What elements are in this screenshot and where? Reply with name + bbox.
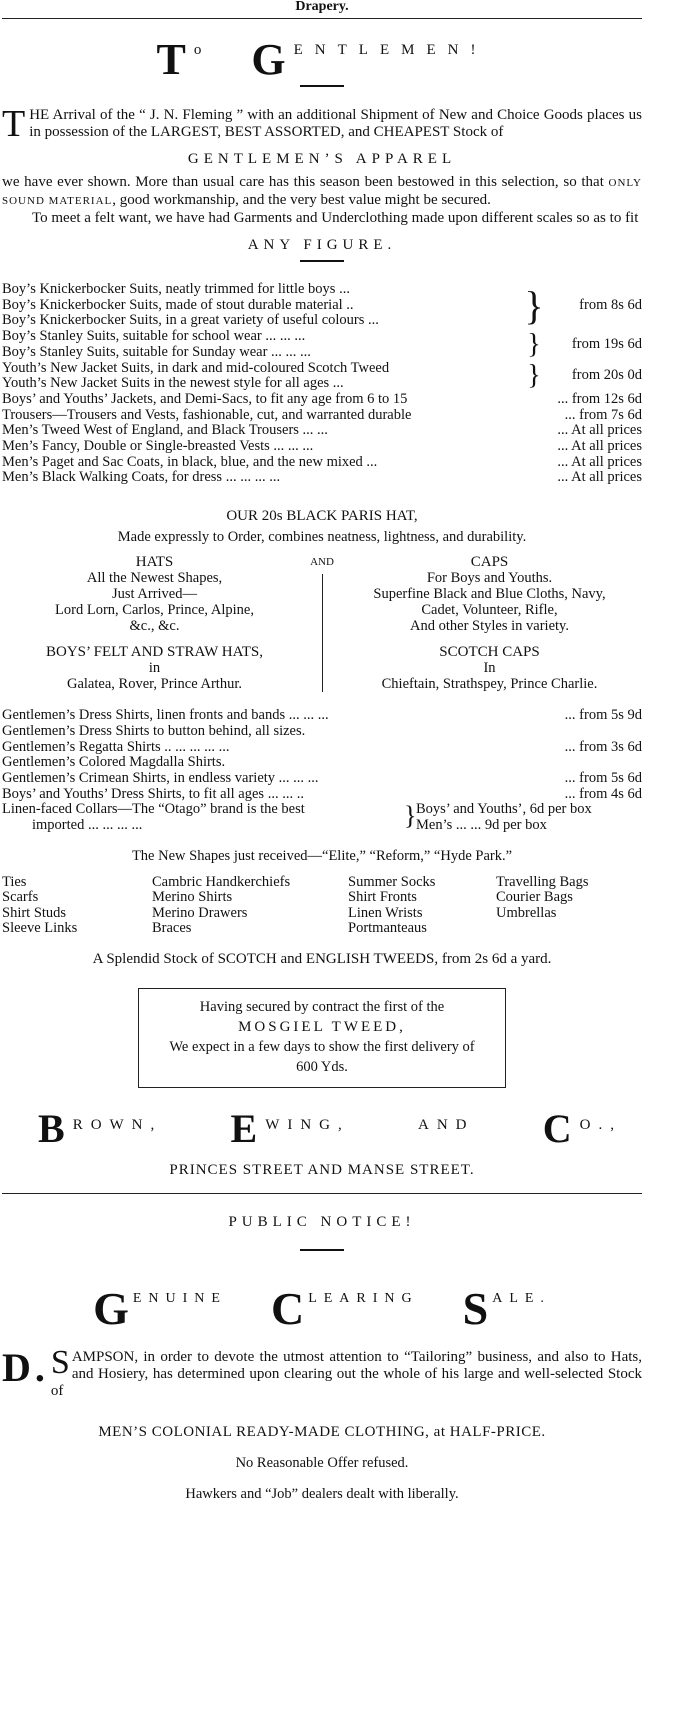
brace-icon: }	[524, 282, 544, 328]
list-item: Boy’s Knickerbocker Suits, made of stout durable material ..	[2, 296, 354, 313]
any-figure-heading: ANY FIGURE.	[247, 237, 397, 253]
caps-line: For Boys and Youths.	[426, 570, 553, 587]
scotch-caps-heading: SCOTCH CAPS	[439, 644, 540, 661]
list-item	[2, 392, 642, 408]
new-shapes: The New Shapes just received—“Elite,” “Reform,” “Hyde Park.”	[131, 847, 513, 864]
item-text: Gentlemen’s Regatta Shirts .. ... ... ... ...	[2, 738, 230, 755]
divider	[300, 260, 344, 262]
list-item: Courier Bags	[496, 889, 573, 906]
hats-line: Lord Lorn, Carlos, Prince, Alpine,	[55, 602, 254, 619]
list-item	[2, 771, 642, 787]
box-line: We expect in a few days to show the first delivery of	[169, 1038, 475, 1055]
list-item	[2, 423, 642, 439]
list-item: Summer Socks	[348, 873, 436, 890]
intro-text-2	[2, 174, 642, 210]
list-item: Youth’s New Jacket Suits in the newest style for all ages ...	[2, 375, 344, 392]
sale-cap-g: G	[93, 1282, 129, 1334]
felt-hats-line: in	[148, 660, 161, 677]
hats-line: All the Newest Shapes,	[86, 570, 223, 587]
column-divider	[307, 554, 337, 692]
shirts-list	[2, 708, 642, 802]
item-price: ... At all prices	[557, 422, 642, 439]
item-price: ... from 5s 6d	[564, 769, 642, 786]
group-price: from 19s 6d	[571, 335, 642, 352]
intro-block	[2, 103, 642, 145]
list-item: Shirt Fronts	[348, 889, 417, 906]
item-price: ... At all prices	[557, 453, 642, 470]
hats-line: Just Arrived—	[112, 586, 197, 603]
firm-cap-c: C	[542, 1105, 572, 1151]
list-item: Boy’s Knickerbocker Suits, in a great variety of useful colours ...	[2, 312, 379, 329]
intro-text-3: To meet a felt want, we have had Garments and Underclothing made upon different scales so as to fit	[32, 210, 639, 226]
item-text: Trousers—Trousers and Vests, fashionable, cut, and warranted durable	[2, 406, 412, 423]
brace-icon: }	[527, 360, 541, 392]
list-item	[2, 787, 642, 803]
collars-price: Men’s ... ... 9d per box	[416, 817, 547, 834]
hats-column	[2, 554, 307, 692]
list-item: Sleeve Links	[2, 920, 78, 937]
caps-line: Superfine Black and Blue Cloths, Navy,	[373, 586, 606, 603]
sale-title	[2, 1281, 642, 1334]
sampson-text: AMPSON, in order to devote the utmost attention to “Tailoring” business, and also to Hats, and Hosiery, has determined upon clearing out the whole of his large and well-selected Stock of	[50, 1348, 642, 1399]
suits-list	[2, 282, 642, 486]
list-item: Cambric Handkerchiefs	[152, 873, 291, 890]
sale-cap-s: S	[462, 1282, 489, 1334]
list-item: Shirt Studs	[2, 904, 67, 921]
intro-text: HE Arrival of the “ J. N. Fleming ” with an additional Shipment of New and Choice Goods places us in possession of the LARGEST, BEST ASSORTED, and CHEAPEST Stock of	[29, 107, 642, 140]
tweeds-line: A Splendid Stock of SCOTCH and ENGLISH TWEEDS, from 2s 6d a yard.	[92, 950, 552, 967]
list-item: Merino Shirts	[152, 889, 233, 906]
list-item	[2, 470, 642, 486]
firm-cap-e: E	[230, 1105, 258, 1151]
item-text: Men’s Paget and Sac Coats, in black, blue, and the new mixed ...	[2, 453, 378, 470]
item-text: Boys’ and Youths’ Jackets, and Demi-Sacs, to fit any age from 6 to 15	[2, 390, 408, 407]
sampson-s-cap: S	[50, 1343, 70, 1381]
list-item: Boy’s Stanley Suits, suitable for Sunday wear ... ... ...	[2, 343, 311, 360]
sale-cap-c: C	[270, 1282, 305, 1334]
vertical-rule	[322, 574, 323, 692]
divider	[300, 1249, 344, 1251]
item-text: Gentlemen’s Colored Magdalla Shirts.	[2, 754, 226, 771]
sampson-block	[2, 1343, 642, 1400]
section-header: Drapery.	[295, 0, 349, 14]
wares-column	[496, 875, 589, 937]
headline-cap-g: G	[251, 35, 286, 84]
wares-column	[152, 875, 348, 937]
hats-caps-columns	[2, 554, 642, 692]
apparel-heading: GENTLEMEN’S APPAREL	[187, 151, 457, 167]
felt-hats-heading: BOYS’ FELT AND STRAW HATS,	[45, 644, 264, 661]
brace-icon: }	[527, 328, 541, 360]
list-item: Portmanteaus	[348, 920, 427, 937]
list-item	[2, 439, 642, 455]
item-text: Gentlemen’s Crimean Shirts, in endless variety ... ... ...	[2, 769, 319, 786]
item-text: Men’s Tweed West of England, and Black Trousers ... ...	[2, 422, 328, 439]
divider	[300, 85, 344, 87]
item-text: Boys’ and Youths’ Dress Shirts, to fit all ages ... ... ..	[2, 785, 304, 802]
scotch-caps-line: In	[483, 660, 496, 677]
item-text: Men’s Fancy, Double or Single-breasted Vests ... ... ...	[2, 438, 314, 455]
firm-rest-co: O.,	[579, 1116, 622, 1133]
list-item	[2, 708, 642, 724]
item-price: ... from 5s 9d	[564, 707, 642, 724]
offer-line: No Reasonable Offer refused.	[235, 1454, 409, 1471]
wares-list	[2, 875, 642, 937]
advertisement-page	[2, 0, 642, 1503]
collars-left	[2, 802, 404, 833]
sale-rest-clearing: LEARING	[308, 1290, 419, 1306]
list-item	[2, 408, 642, 424]
headline-cap-t: T	[156, 35, 186, 84]
intro-drop-cap: T	[2, 103, 26, 145]
suits-group	[2, 361, 642, 392]
firm-cap-b: B	[38, 1105, 65, 1151]
hat-subtitle: Made expressly to Order, combines neatness, lightness, and durability.	[117, 529, 527, 546]
intro-text-2b: ONLY SOUND MATERIAL	[2, 177, 642, 207]
suits-group	[2, 329, 642, 360]
list-item: Youth’s New Jacket Suits, in dark and mid-coloured Scotch Tweed	[2, 359, 390, 376]
list-item	[2, 724, 642, 740]
intro-text-2a: we have ever shown. More than usual care has this season been bestowed in this selection, so that	[2, 174, 609, 190]
item-price: ... from 12s 6d	[557, 390, 642, 407]
felt-hats-line: Galatea, Rover, Prince Arthur.	[67, 676, 242, 693]
and-label: AND	[310, 556, 334, 569]
item-text: Gentlemen’s Dress Shirts, linen fronts and bands ... ... ...	[2, 707, 329, 724]
half-price-line: MEN’S COLONIAL READY-MADE CLOTHING, at HALF-PRICE.	[98, 1423, 546, 1440]
hats-heading: HATS	[135, 554, 174, 571]
headline	[2, 33, 642, 84]
item-price: ... from 4s 6d	[564, 785, 642, 802]
firm-address: PRINCES STREET AND MANSE STREET.	[169, 1161, 475, 1178]
wares-column	[2, 875, 152, 937]
brace-icon: }	[404, 801, 417, 831]
hats-line: &c., &c.	[129, 618, 180, 635]
sampson-drop-cap: D.	[2, 1344, 49, 1390]
sale-rest-genuine: ENUINE	[132, 1290, 227, 1306]
box-line: Having secured by contract the first of the	[199, 998, 445, 1015]
collars-price: Boys’ and Youths’, 6d per box	[416, 801, 592, 818]
list-item: Merino Drawers	[152, 904, 248, 921]
firm-rest-brown: ROWN,	[72, 1116, 163, 1133]
item-text: Gentlemen’s Dress Shirts to button behind, all sizes.	[2, 722, 306, 739]
item-price: ... At all prices	[557, 438, 642, 455]
wares-column	[348, 875, 496, 937]
item-price: ... from 3s 6d	[564, 738, 642, 755]
item-text: Men’s Black Walking Coats, for dress ... ... ... ...	[2, 469, 281, 486]
item-price: ... At all prices	[557, 469, 642, 486]
sale-rest-sale: ALE.	[492, 1290, 551, 1306]
list-item: Travelling Bags	[496, 873, 589, 890]
box-heading: MOSGIEL TWEED,	[238, 1018, 406, 1035]
list-item	[2, 740, 642, 756]
list-item: Boy’s Knickerbocker Suits, neatly trimmed for little boys ...	[2, 281, 350, 297]
header-rule	[2, 18, 642, 19]
intro-text-2c: , good workmanship, and the very best value might be secured.	[112, 192, 491, 208]
caps-line: Cadet, Volunteer, Rifle,	[421, 602, 558, 619]
list-item: Ties	[2, 873, 27, 890]
box-line: 600 Yds.	[296, 1058, 348, 1075]
group-price: from 8s 6d	[579, 296, 642, 313]
list-item: Linen Wrists	[348, 904, 423, 921]
list-item: Umbrellas	[496, 904, 557, 921]
group-price: from 20s 0d	[571, 367, 642, 384]
list-item: Boy’s Stanley Suits, suitable for school wear ... ... ...	[2, 328, 306, 345]
firm-rest-ewing: WING,	[265, 1116, 350, 1133]
firm-name	[38, 1105, 622, 1152]
item-price: ... from 7s 6d	[564, 406, 642, 423]
collars-row	[2, 802, 642, 833]
list-item: Braces	[152, 920, 192, 937]
collars-line: Linen-faced Collars—The “Otago” brand is the best	[2, 801, 305, 818]
caps-column	[337, 554, 642, 692]
list-item	[2, 755, 642, 771]
collars-right	[416, 802, 642, 833]
suits-group	[2, 282, 642, 329]
caps-line: And other Styles in variety.	[410, 618, 569, 635]
headline-rest-gentlemen: ENTLEMEN!	[293, 42, 488, 58]
list-item	[2, 455, 642, 471]
caps-heading: CAPS	[470, 554, 509, 571]
collars-line: imported ... ... ... ...	[32, 817, 143, 834]
hat-title: OUR 20s BLACK PARIS HAT,	[226, 508, 418, 525]
list-item: Scarfs	[2, 889, 39, 906]
scotch-caps-line: Chieftain, Strathspey, Prince Charlie.	[381, 676, 598, 693]
public-notice: PUBLIC NOTICE!	[228, 1213, 416, 1230]
headline-rest-o: o	[193, 42, 214, 58]
mosgiel-box	[138, 988, 506, 1088]
section-rule	[2, 1193, 642, 1194]
firm-and: AND	[418, 1116, 475, 1133]
hawkers-line: Hawkers and “Job” dealers dealt with liberally.	[185, 1485, 459, 1502]
